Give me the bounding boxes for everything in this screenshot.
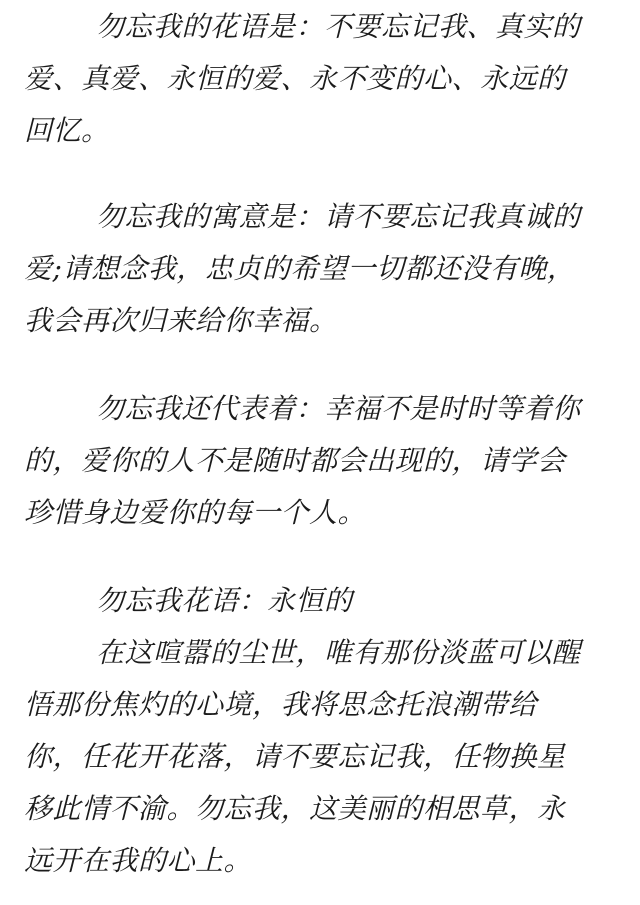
paragraph-1-line-1: 勿忘我的花语是：不要忘记我、真实的 <box>96 10 581 43</box>
paragraph-2-line-3: 我会再次归来给你幸福。 <box>24 304 338 337</box>
paragraph-3-line-3: 珍惜身边爱你的每一个人。 <box>24 496 367 529</box>
paragraph-5-line-5: 远开在我的心上。 <box>24 844 253 877</box>
paragraph-5-line-1: 在这喧嚣的尘世，唯有那份淡蓝可以醒 <box>96 636 581 669</box>
paragraph-5-line-4: 移此情不渝。勿忘我，这美丽的相思草，永 <box>24 792 566 825</box>
paragraph-1-line-3: 回忆。 <box>24 114 110 147</box>
paragraph-2-line-1: 勿忘我的寓意是：请不要忘记我真诚的 <box>96 200 581 233</box>
paragraph-5-line-3: 你，任花开花落，请不要忘记我，任物换星 <box>24 740 566 773</box>
paragraph-2-line-2: 爱;请想念我，忠贞的希望一切都还没有晚， <box>24 252 576 285</box>
paragraph-1-line-2: 爱、真爱、永恒的爱、永不变的心、永远的 <box>24 62 566 95</box>
paragraph-3-line-2: 的，爱你的人不是随时都会出现的，请学会 <box>24 444 566 477</box>
paragraph-4-line-1: 勿忘我花语：永恒的 <box>96 584 353 617</box>
paragraph-3-line-1: 勿忘我还代表着：幸福不是时时等着你 <box>96 392 581 425</box>
paragraph-5-line-2: 悟那份焦灼的心境，我将思念托浪潮带给 <box>24 688 538 721</box>
